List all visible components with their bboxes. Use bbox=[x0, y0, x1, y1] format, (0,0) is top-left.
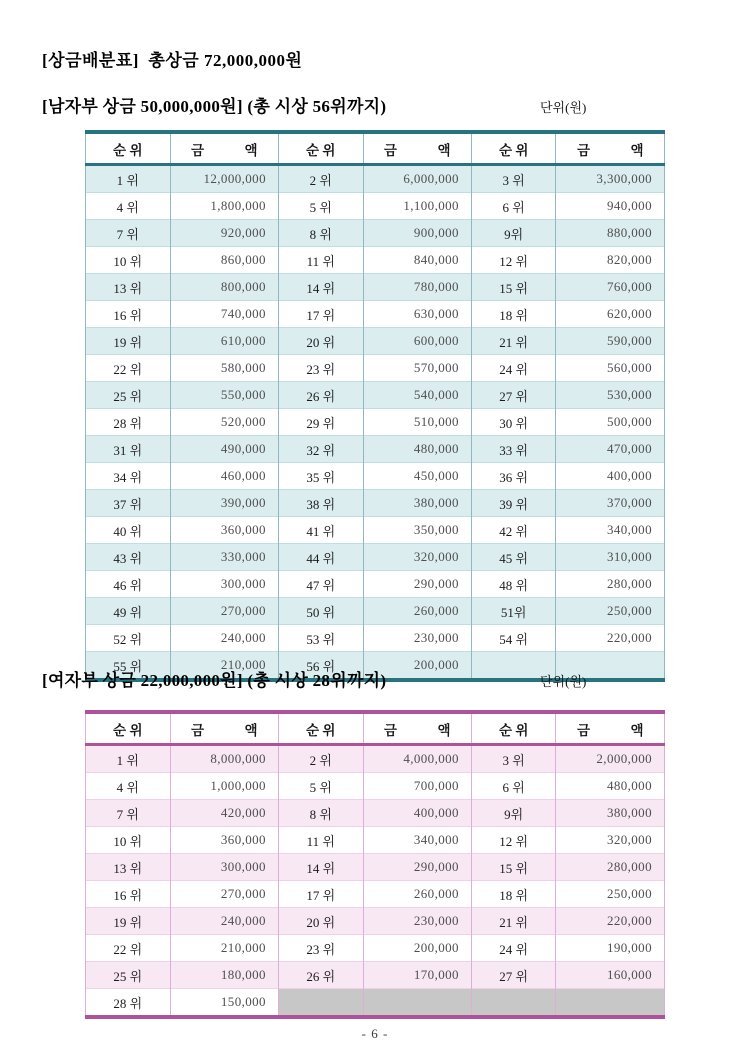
amount-cell: 1,000,000 bbox=[170, 773, 278, 800]
amount-cell: 290,000 bbox=[363, 854, 471, 881]
rank-cell: 47 위 bbox=[278, 571, 363, 598]
amount-cell: 270,000 bbox=[170, 598, 278, 625]
amount-cell: 300,000 bbox=[170, 854, 278, 881]
amount-cell: 250,000 bbox=[556, 598, 665, 625]
amount-cell: 210,000 bbox=[170, 652, 278, 681]
rank-cell: 11 위 bbox=[278, 247, 363, 274]
table-row bbox=[86, 301, 665, 328]
rank-cell: 26 위 bbox=[278, 382, 363, 409]
column-header: 순 위 bbox=[471, 712, 556, 745]
rank-cell: 40 위 bbox=[86, 517, 171, 544]
amount-cell: 270,000 bbox=[170, 881, 278, 908]
men-table-header bbox=[86, 132, 665, 165]
amount-cell: 420,000 bbox=[170, 800, 278, 827]
page-title: [상금배분표] 총상금 72,000,000원 bbox=[42, 51, 303, 70]
rank-cell: 31 위 bbox=[86, 436, 171, 463]
rank-cell: 25 위 bbox=[86, 962, 171, 989]
amount-cell: 800,000 bbox=[170, 274, 278, 301]
table-row bbox=[86, 193, 665, 220]
rank-cell: 2 위 bbox=[278, 165, 363, 193]
amount-cell: 330,000 bbox=[170, 544, 278, 571]
amount-cell: 570,000 bbox=[363, 355, 471, 382]
rank-cell: 8 위 bbox=[278, 800, 363, 827]
amount-cell: 1,100,000 bbox=[363, 193, 471, 220]
table-row bbox=[86, 989, 665, 1018]
rank-cell: 14 위 bbox=[278, 854, 363, 881]
amount-cell: 340,000 bbox=[556, 517, 665, 544]
men-section-title: [남자부 상금 50,000,000원] (총 시상 56위까지) bbox=[42, 97, 387, 116]
amount-cell: 240,000 bbox=[170, 625, 278, 652]
amount-cell: 280,000 bbox=[556, 854, 665, 881]
amount-cell: 150,000 bbox=[170, 989, 278, 1018]
amount-cell bbox=[363, 989, 471, 1018]
table-row bbox=[86, 773, 665, 800]
rank-cell: 55 위 bbox=[86, 652, 171, 681]
table-row bbox=[86, 854, 665, 881]
table-row bbox=[86, 881, 665, 908]
rank-cell: 48 위 bbox=[471, 571, 556, 598]
table-row bbox=[86, 827, 665, 854]
column-header: 순 위 bbox=[86, 132, 171, 165]
table-row bbox=[86, 571, 665, 598]
column-header: 순 위 bbox=[86, 712, 171, 745]
table-row bbox=[86, 598, 665, 625]
column-header: 금 액 bbox=[170, 712, 278, 745]
table-row bbox=[86, 463, 665, 490]
amount-cell: 550,000 bbox=[170, 382, 278, 409]
amount-cell: 8,000,000 bbox=[170, 745, 278, 773]
rank-cell: 22 위 bbox=[86, 355, 171, 382]
table-row bbox=[86, 800, 665, 827]
table-row bbox=[86, 274, 665, 301]
rank-cell: 6 위 bbox=[471, 193, 556, 220]
rank-cell: 9위 bbox=[471, 220, 556, 247]
amount-cell: 12,000,000 bbox=[170, 165, 278, 193]
rank-cell: 30 위 bbox=[471, 409, 556, 436]
rank-cell: 12 위 bbox=[471, 247, 556, 274]
amount-cell: 630,000 bbox=[363, 301, 471, 328]
table-row bbox=[86, 544, 665, 571]
amount-cell: 200,000 bbox=[363, 652, 471, 681]
rank-cell: 28 위 bbox=[86, 989, 171, 1018]
amount-cell: 170,000 bbox=[363, 962, 471, 989]
rank-cell: 53 위 bbox=[278, 625, 363, 652]
rank-cell: 2 위 bbox=[278, 745, 363, 773]
amount-cell: 510,000 bbox=[363, 409, 471, 436]
amount-cell: 370,000 bbox=[556, 490, 665, 517]
rank-cell: 51위 bbox=[471, 598, 556, 625]
amount-cell: 240,000 bbox=[170, 908, 278, 935]
rank-cell: 6 위 bbox=[471, 773, 556, 800]
rank-cell: 44 위 bbox=[278, 544, 363, 571]
rank-cell: 15 위 bbox=[471, 274, 556, 301]
amount-cell: 590,000 bbox=[556, 328, 665, 355]
amount-cell: 560,000 bbox=[556, 355, 665, 382]
rank-cell: 43 위 bbox=[86, 544, 171, 571]
column-header: 순 위 bbox=[278, 712, 363, 745]
rank-cell: 4 위 bbox=[86, 773, 171, 800]
amount-cell: 6,000,000 bbox=[363, 165, 471, 193]
amount-cell: 740,000 bbox=[170, 301, 278, 328]
rank-cell: 5 위 bbox=[278, 773, 363, 800]
amount-cell: 320,000 bbox=[556, 827, 665, 854]
rank-cell: 36 위 bbox=[471, 463, 556, 490]
rank-cell: 29 위 bbox=[278, 409, 363, 436]
amount-cell: 490,000 bbox=[170, 436, 278, 463]
amount-cell: 780,000 bbox=[363, 274, 471, 301]
amount-cell: 940,000 bbox=[556, 193, 665, 220]
rank-cell: 41 위 bbox=[278, 517, 363, 544]
rank-cell: 54 위 bbox=[471, 625, 556, 652]
amount-cell: 600,000 bbox=[363, 328, 471, 355]
rank-cell: 33 위 bbox=[471, 436, 556, 463]
amount-cell: 210,000 bbox=[170, 935, 278, 962]
rank-cell: 15 위 bbox=[471, 854, 556, 881]
rank-cell: 50 위 bbox=[278, 598, 363, 625]
amount-cell: 400,000 bbox=[556, 463, 665, 490]
amount-cell: 220,000 bbox=[556, 908, 665, 935]
page-number: - 6 - bbox=[361, 1026, 389, 1041]
amount-cell: 400,000 bbox=[363, 800, 471, 827]
amount-cell: 350,000 bbox=[363, 517, 471, 544]
amount-cell: 280,000 bbox=[556, 571, 665, 598]
rank-cell: 8 위 bbox=[278, 220, 363, 247]
amount-cell: 390,000 bbox=[170, 490, 278, 517]
rank-cell: 56 위 bbox=[278, 652, 363, 681]
amount-cell: 160,000 bbox=[556, 962, 665, 989]
amount-cell: 340,000 bbox=[363, 827, 471, 854]
amount-cell: 250,000 bbox=[556, 881, 665, 908]
rank-cell: 27 위 bbox=[471, 382, 556, 409]
men-unit-label: 단위(원) bbox=[540, 100, 587, 115]
rank-cell: 35 위 bbox=[278, 463, 363, 490]
rank-cell: 23 위 bbox=[278, 355, 363, 382]
amount-cell: 620,000 bbox=[556, 301, 665, 328]
rank-cell: 18 위 bbox=[471, 881, 556, 908]
column-header: 순 위 bbox=[278, 132, 363, 165]
rank-cell: 3 위 bbox=[471, 165, 556, 193]
header-row bbox=[86, 712, 665, 745]
rank-cell: 20 위 bbox=[278, 328, 363, 355]
rank-cell: 37 위 bbox=[86, 490, 171, 517]
rank-cell: 21 위 bbox=[471, 328, 556, 355]
table-row bbox=[86, 355, 665, 382]
amount-cell: 500,000 bbox=[556, 409, 665, 436]
amount-cell: 320,000 bbox=[363, 544, 471, 571]
amount-cell: 300,000 bbox=[170, 571, 278, 598]
amount-cell: 260,000 bbox=[363, 598, 471, 625]
amount-cell: 460,000 bbox=[170, 463, 278, 490]
amount-cell: 540,000 bbox=[363, 382, 471, 409]
amount-cell: 1,800,000 bbox=[170, 193, 278, 220]
rank-cell: 9위 bbox=[471, 800, 556, 827]
header-row bbox=[86, 132, 665, 165]
rank-cell: 20 위 bbox=[278, 908, 363, 935]
table-row bbox=[86, 490, 665, 517]
rank-cell: 21 위 bbox=[471, 908, 556, 935]
rank-cell: 7 위 bbox=[86, 800, 171, 827]
rank-cell: 38 위 bbox=[278, 490, 363, 517]
table-row bbox=[86, 220, 665, 247]
rank-cell: 45 위 bbox=[471, 544, 556, 571]
table-row bbox=[86, 409, 665, 436]
rank-cell: 11 위 bbox=[278, 827, 363, 854]
rank-cell: 1 위 bbox=[86, 745, 171, 773]
column-header: 금 액 bbox=[556, 132, 665, 165]
rank-cell: 10 위 bbox=[86, 247, 171, 274]
men-table-body bbox=[86, 165, 665, 681]
women-table-header bbox=[86, 712, 665, 745]
amount-cell bbox=[556, 989, 665, 1018]
women-section-title: [여자부 상금 22,000,000원] (총 시상 28위까지) bbox=[42, 671, 387, 690]
amount-cell: 480,000 bbox=[556, 773, 665, 800]
rank-cell: 4 위 bbox=[86, 193, 171, 220]
table-row bbox=[86, 625, 665, 652]
table-row bbox=[86, 962, 665, 989]
rank-cell: 17 위 bbox=[278, 301, 363, 328]
amount-cell: 530,000 bbox=[556, 382, 665, 409]
rank-cell: 16 위 bbox=[86, 881, 171, 908]
women-table-body bbox=[86, 745, 665, 1018]
amount-cell: 260,000 bbox=[363, 881, 471, 908]
amount-cell: 610,000 bbox=[170, 328, 278, 355]
rank-cell: 13 위 bbox=[86, 274, 171, 301]
table-row bbox=[86, 165, 665, 193]
amount-cell: 220,000 bbox=[556, 625, 665, 652]
amount-cell: 3,300,000 bbox=[556, 165, 665, 193]
column-header: 순 위 bbox=[471, 132, 556, 165]
women-unit-label: 단위(원) bbox=[540, 674, 587, 689]
rank-cell bbox=[471, 989, 556, 1018]
amount-cell: 200,000 bbox=[363, 935, 471, 962]
amount-cell: 360,000 bbox=[170, 517, 278, 544]
women-prize-table bbox=[85, 710, 665, 1019]
column-header: 금 액 bbox=[556, 712, 665, 745]
rank-cell: 13 위 bbox=[86, 854, 171, 881]
amount-cell: 180,000 bbox=[170, 962, 278, 989]
amount-cell: 700,000 bbox=[363, 773, 471, 800]
amount-cell: 4,000,000 bbox=[363, 745, 471, 773]
amount-cell: 840,000 bbox=[363, 247, 471, 274]
amount-cell: 290,000 bbox=[363, 571, 471, 598]
rank-cell: 34 위 bbox=[86, 463, 171, 490]
amount-cell: 820,000 bbox=[556, 247, 665, 274]
amount-cell: 580,000 bbox=[170, 355, 278, 382]
table-row bbox=[86, 328, 665, 355]
rank-cell: 5 위 bbox=[278, 193, 363, 220]
table-row bbox=[86, 247, 665, 274]
amount-cell: 470,000 bbox=[556, 436, 665, 463]
rank-cell: 27 위 bbox=[471, 962, 556, 989]
amount-cell: 480,000 bbox=[363, 436, 471, 463]
rank-cell: 3 위 bbox=[471, 745, 556, 773]
rank-cell: 18 위 bbox=[471, 301, 556, 328]
table-row bbox=[86, 908, 665, 935]
rank-cell: 16 위 bbox=[86, 301, 171, 328]
amount-cell: 310,000 bbox=[556, 544, 665, 571]
amount-cell: 190,000 bbox=[556, 935, 665, 962]
rank-cell: 32 위 bbox=[278, 436, 363, 463]
rank-cell: 25 위 bbox=[86, 382, 171, 409]
men-prize-table bbox=[85, 130, 665, 682]
amount-cell: 900,000 bbox=[363, 220, 471, 247]
table-row bbox=[86, 382, 665, 409]
table-row bbox=[86, 935, 665, 962]
column-header: 금 액 bbox=[363, 712, 471, 745]
rank-cell: 24 위 bbox=[471, 935, 556, 962]
rank-cell: 10 위 bbox=[86, 827, 171, 854]
amount-cell: 760,000 bbox=[556, 274, 665, 301]
table-row bbox=[86, 745, 665, 773]
rank-cell: 28 위 bbox=[86, 409, 171, 436]
rank-cell: 14 위 bbox=[278, 274, 363, 301]
table-row bbox=[86, 517, 665, 544]
amount-cell: 450,000 bbox=[363, 463, 471, 490]
rank-cell: 46 위 bbox=[86, 571, 171, 598]
rank-cell: 22 위 bbox=[86, 935, 171, 962]
column-header: 금 액 bbox=[170, 132, 278, 165]
amount-cell: 860,000 bbox=[170, 247, 278, 274]
rank-cell: 49 위 bbox=[86, 598, 171, 625]
amount-cell: 880,000 bbox=[556, 220, 665, 247]
amount-cell: 2,000,000 bbox=[556, 745, 665, 773]
amount-cell: 230,000 bbox=[363, 908, 471, 935]
rank-cell: 26 위 bbox=[278, 962, 363, 989]
column-header: 금 액 bbox=[363, 132, 471, 165]
amount-cell: 380,000 bbox=[363, 490, 471, 517]
rank-cell: 19 위 bbox=[86, 908, 171, 935]
rank-cell: 39 위 bbox=[471, 490, 556, 517]
rank-cell: 23 위 bbox=[278, 935, 363, 962]
amount-cell: 520,000 bbox=[170, 409, 278, 436]
rank-cell: 12 위 bbox=[471, 827, 556, 854]
rank-cell bbox=[278, 989, 363, 1018]
rank-cell: 19 위 bbox=[86, 328, 171, 355]
rank-cell: 24 위 bbox=[471, 355, 556, 382]
rank-cell: 42 위 bbox=[471, 517, 556, 544]
rank-cell: 1 위 bbox=[86, 165, 171, 193]
amount-cell: 380,000 bbox=[556, 800, 665, 827]
amount-cell: 920,000 bbox=[170, 220, 278, 247]
amount-cell: 360,000 bbox=[170, 827, 278, 854]
amount-cell: 230,000 bbox=[363, 625, 471, 652]
rank-cell: 17 위 bbox=[278, 881, 363, 908]
rank-cell: 7 위 bbox=[86, 220, 171, 247]
table-row bbox=[86, 436, 665, 463]
rank-cell: 52 위 bbox=[86, 625, 171, 652]
